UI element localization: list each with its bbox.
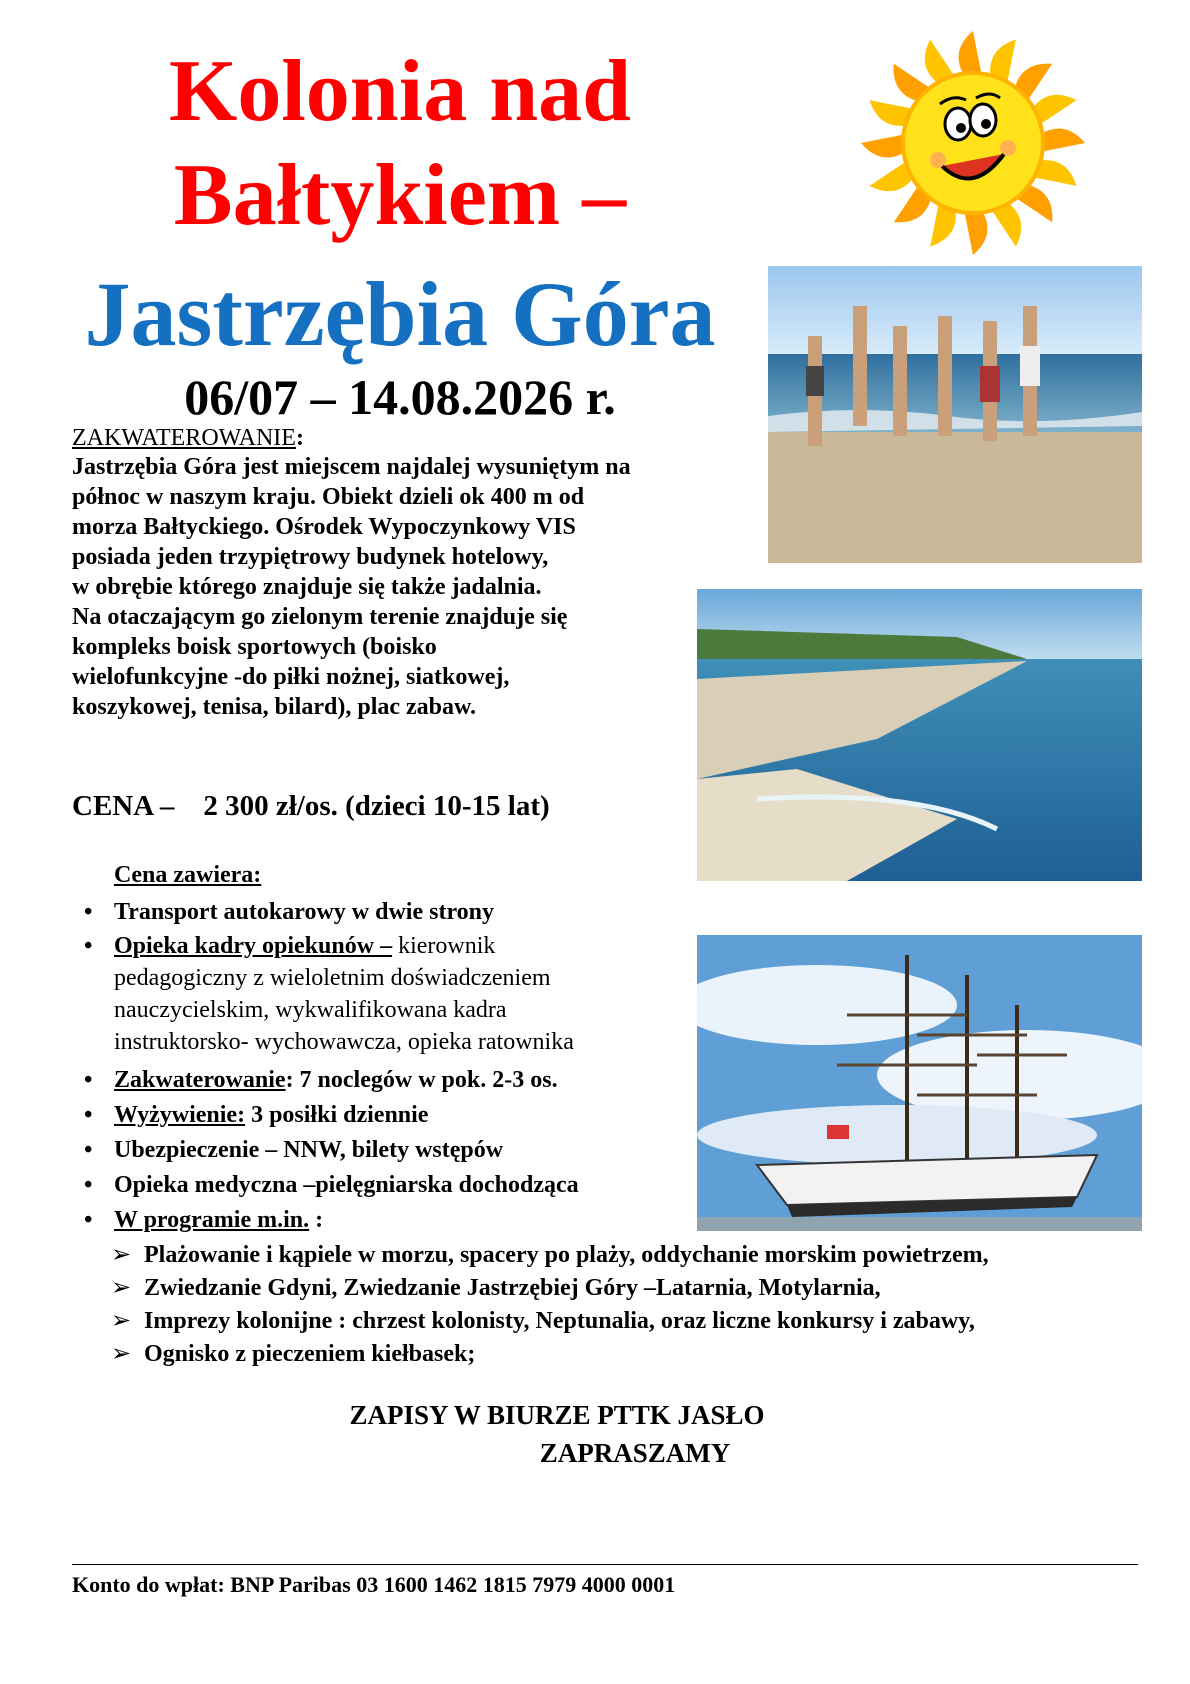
sun-ray xyxy=(959,31,982,76)
program-item: ➢ Ognisko z pieczeniem kiełbasek; xyxy=(144,1338,475,1370)
list-item-medical: • Opieka medyczna –pielęgniarska dochodząca xyxy=(114,1169,674,1201)
accommodation-line: wielofunkcyjne -do piłki nożnej, siatkowej, xyxy=(72,664,510,690)
arrow-bullet-icon: ➢ xyxy=(111,1341,132,1367)
bullet-icon: • xyxy=(84,1102,93,1128)
list-item-program: • W programie m.in. : xyxy=(114,1204,674,1236)
program-item: ➢ Plażowanie i kąpiele w morzu, spacery po plaży, oddychanie morskim powietrzem, xyxy=(144,1239,989,1271)
price-value: 2 300 zł/os. (dzieci 10-15 lat) xyxy=(203,790,550,822)
accommodation-line: Na otaczającym go zielonym terenie znajduje się xyxy=(72,604,568,630)
accommodation-line: koszykowej, tenisa, bilard), plac zabaw. xyxy=(72,694,477,720)
price-label: CENA – xyxy=(72,790,175,822)
accommodation-heading: ZAKWATEROWANIE: xyxy=(72,425,304,451)
title-line-1: Kolonia nad xyxy=(168,43,632,140)
dates: 06/07 – 14.08.2026 r. xyxy=(184,369,616,425)
program-item: ➢ Zwiedzanie Gdyni, Zwiedzanie Jastrzębiej Góry –Latarnia, Motylarnia, xyxy=(144,1272,881,1304)
footer-divider xyxy=(72,1564,1138,1565)
accommodation-text xyxy=(72,452,772,722)
sailing-ship-photo xyxy=(697,935,1142,1231)
bullet-icon: • xyxy=(84,899,93,925)
sun-ray xyxy=(964,210,987,255)
sun-ray xyxy=(861,134,906,157)
beach-photo xyxy=(768,266,1142,563)
list-item-lodging: • Zakwaterowanie: 7 noclegów w pok. 2-3 os. xyxy=(114,1064,674,1096)
program-item: ➢ Imprezy kolonijne : chrzest kolonisty, Neptunalia, oraz liczne konkursy i zabawy, xyxy=(144,1305,975,1337)
title-line-3: Jastrzębia Góra xyxy=(84,263,716,365)
accommodation-line: posiada jeden trzypiętrowy budynek hotelowy, xyxy=(72,544,549,570)
smiling-sun-icon xyxy=(858,28,1088,258)
list-item-care: • Opieka kadry opiekunów – kierownik pedagogiczny z wieloletnim doświadczeniem nauczycielskim, wykwalifikowana kadra instruktorsko- wychowawcza, opieka ratownika xyxy=(114,930,674,1058)
list-item-food: • Wyżywienie: 3 posiłki dziennie xyxy=(114,1099,674,1131)
accommodation-line: Jastrzębia Góra jest miejscem najdalej wysuniętym na xyxy=(72,454,631,480)
arrow-bullet-icon: ➢ xyxy=(111,1308,132,1334)
title-line-2: Bałtykiem – xyxy=(173,147,627,244)
price-line xyxy=(72,790,550,823)
bullet-icon: • xyxy=(84,1067,93,1093)
arrow-bullet-icon: ➢ xyxy=(111,1275,132,1301)
signup-line-1: ZAPISY W BIURZE PTTK JASŁO xyxy=(349,1400,765,1430)
includes-heading: Cena zawiera: xyxy=(114,862,262,888)
signup-line-2: ZAPRASZAMY xyxy=(539,1438,731,1468)
sun-ray xyxy=(1040,129,1085,152)
accommodation-line: północ w naszym kraju. Obiekt dzieli ok 400 m od xyxy=(72,484,585,510)
list-item-insurance: • Ubezpieczenie – NNW, bilety wstępów xyxy=(114,1134,674,1166)
accommodation-line: morza Bałtyckiego. Ośrodek Wypoczynkowy VIS xyxy=(72,514,576,540)
bullet-icon: • xyxy=(84,1137,93,1163)
bank-account: Konto do wpłat: BNP Paribas 03 1600 1462 1815 7979 4000 0001 xyxy=(72,1572,676,1597)
arrow-bullet-icon: ➢ xyxy=(111,1242,132,1268)
bullet-icon: • xyxy=(84,1207,93,1233)
accommodation-line: kompleks boisk sportowych (boisko xyxy=(72,634,437,660)
bullet-icon: • xyxy=(84,1172,93,1198)
list-item-transport: • Transport autokarowy w dwie strony xyxy=(114,896,674,928)
bullet-icon: • xyxy=(84,933,93,959)
accommodation-line: w obrębie którego znajduje się także jadalnia. xyxy=(72,574,542,600)
